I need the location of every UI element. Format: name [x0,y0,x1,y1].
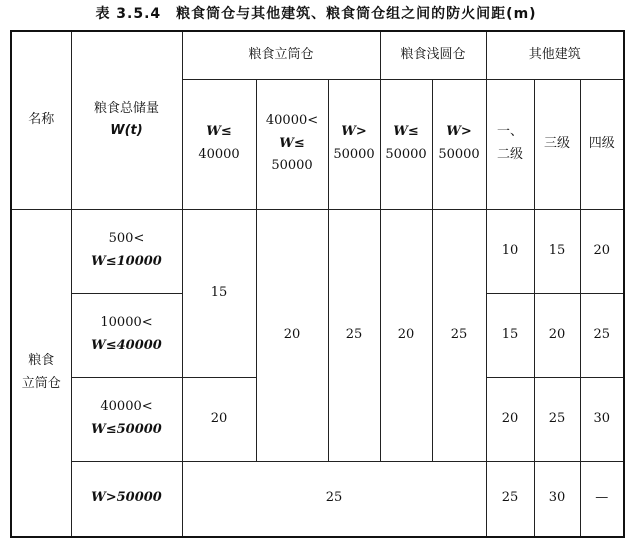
header-storage-unit: W(t) [110,123,143,139]
range-line: W≤40000 [91,338,162,353]
cell-other-r3-c2: 25 [534,377,580,461]
cell-shallow-le50000: 20 [380,209,432,461]
cond-line: W≤ [206,124,232,140]
header-shallow-le50000 [380,79,432,209]
range-500-10000 [71,209,182,293]
cell-last-row-merged: 25 [182,461,486,537]
header-group-shallow: 粮食浅圆仓 [380,31,486,79]
range-line: 10000< [100,315,153,331]
range-line: W>50000 [91,490,162,506]
header-silo-40000-50000 [256,79,328,209]
cond-line: 50000 [333,147,375,162]
cell-other-r3-c3: 30 [580,377,624,461]
cell-silo-gt50000: 25 [328,209,380,461]
header-other-level4: 四级 [580,79,624,209]
fire-distance-table [10,30,625,538]
cond-line: W> [341,124,367,140]
cell-other-r2-c2: 20 [534,293,580,377]
range-line: W≤50000 [91,422,162,437]
range-line: 40000< [100,399,153,415]
cond-line: 40000< [265,112,319,128]
cell-other-r4-c1: 25 [486,461,534,537]
header-group-other: 其他建筑 [486,31,624,79]
cell-other-r1-c3: 20 [580,209,624,293]
header-storage-label: 粮食总储量 [93,100,159,116]
cell-other-r1-c2: 15 [534,209,580,293]
row-label-line: 粮食 [28,353,55,368]
cell-other-r2-c1: 15 [486,293,534,377]
cond-line: 50000 [385,147,427,162]
cell-shallow-gt50000: 25 [432,209,486,461]
header-other-level12 [486,79,534,209]
range-10000-40000 [71,293,182,377]
range-line: W≤10000 [91,254,162,269]
cell-other-r1-c1: 10 [486,209,534,293]
range-line: 500< [108,231,145,247]
range-gt50000 [71,461,182,537]
header-silo-gt50000 [328,79,380,209]
header-silo-le40000 [182,79,256,209]
header-shallow-gt50000 [432,79,486,209]
row-label-silo [11,209,71,537]
cond-line: W≤ [279,135,305,151]
cond-line: 二级 [497,147,524,162]
cell-silo-le40000-b: 20 [182,377,256,461]
cell-other-r2-c3: 25 [580,293,624,377]
header-storage [71,31,182,209]
row-label-line: 立筒仓 [21,375,61,391]
cell-silo-le40000-a: 15 [182,209,256,377]
cell-other-r3-c1: 20 [486,377,534,461]
cell-other-r4-c3: — [580,461,624,537]
cond-line: 一、 [497,124,524,140]
header-other-level3: 三级 [534,79,580,209]
cond-line: 40000 [198,147,240,162]
cond-line: 50000 [438,147,480,162]
cond-line: W> [446,124,472,140]
header-group-silo: 粮食立筒仓 [182,31,380,79]
range-40000-50000 [71,377,182,461]
cond-line: W≤ [393,124,419,140]
cell-other-r4-c2: 30 [534,461,580,537]
cell-silo-mid: 20 [256,209,328,461]
table-title: 表 3.5.4 粮食筒仓与其他建筑、粮食筒仓组之间的防火间距(m) [95,6,537,22]
header-name: 名称 [11,31,71,209]
cond-line: 50000 [271,158,313,174]
